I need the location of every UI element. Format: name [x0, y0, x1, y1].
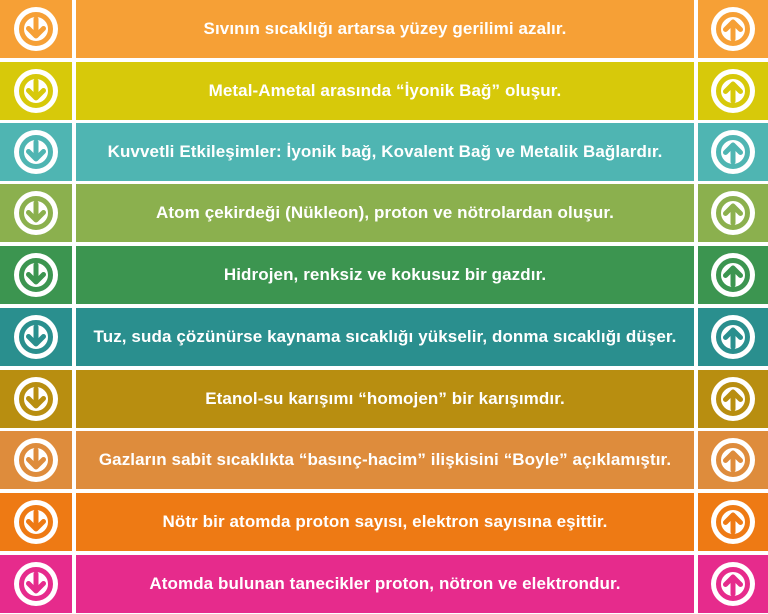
arrow-up-button[interactable] — [711, 315, 755, 359]
arrow-up-icon — [715, 257, 751, 293]
true-cell — [698, 123, 768, 181]
arrow-up-icon — [715, 504, 751, 540]
arrow-up-button[interactable] — [711, 69, 755, 113]
false-cell — [0, 246, 72, 304]
arrow-up-button[interactable] — [711, 130, 755, 174]
arrow-up-button[interactable] — [711, 191, 755, 235]
arrow-up-button[interactable] — [711, 500, 755, 544]
false-cell — [0, 184, 72, 242]
statement-cell — [76, 431, 694, 489]
arrow-down-icon — [18, 504, 54, 540]
true-cell — [698, 370, 768, 428]
statement-row-3 — [0, 123, 768, 181]
statement-cell — [76, 370, 694, 428]
arrow-down-button[interactable] — [14, 130, 58, 174]
arrow-up-icon — [715, 381, 751, 417]
statement-row-5 — [0, 246, 768, 304]
statement-cell — [76, 123, 694, 181]
true-cell — [698, 0, 768, 58]
statement-row-8 — [0, 431, 768, 489]
statement-cell — [76, 246, 694, 304]
arrow-down-icon — [18, 442, 54, 478]
arrow-up-button[interactable] — [711, 438, 755, 482]
arrow-up-icon — [715, 442, 751, 478]
arrow-up-icon — [715, 195, 751, 231]
statement-cell — [76, 555, 694, 613]
statement-row-1 — [0, 0, 768, 58]
arrow-up-button[interactable] — [711, 377, 755, 421]
arrow-down-button[interactable] — [14, 7, 58, 51]
arrow-down-button[interactable] — [14, 438, 58, 482]
true-cell — [698, 246, 768, 304]
false-cell — [0, 555, 72, 613]
statement-row-6 — [0, 308, 768, 366]
arrow-up-button[interactable] — [711, 7, 755, 51]
statement-text: Gazların sabit sıcaklıkta “basınç-hacim” ilişkisini “Boyle” açıklamıştır. — [98, 450, 672, 469]
arrow-down-icon — [18, 381, 54, 417]
arrow-up-icon — [715, 134, 751, 170]
statement-text: Nötr bir atomda proton sayısı, elektron sayısına eşittir. — [162, 512, 608, 531]
false-cell — [0, 431, 72, 489]
statement-text: Kuvvetli Etkileşimler: İyonik bağ, Kovalent Bağ ve Metalik Bağlardır. — [107, 142, 663, 161]
statement-cell — [76, 184, 694, 242]
arrow-down-icon — [18, 134, 54, 170]
false-cell — [0, 62, 72, 120]
arrow-down-button[interactable] — [14, 562, 58, 606]
true-cell — [698, 431, 768, 489]
statement-cell — [76, 0, 694, 58]
statement-text: Hidrojen, renksiz ve kokusuz bir gazdır. — [223, 265, 547, 284]
statement-row-7 — [0, 370, 768, 428]
arrow-up-button[interactable] — [711, 562, 755, 606]
arrow-down-button[interactable] — [14, 500, 58, 544]
true-cell — [698, 62, 768, 120]
arrow-down-icon — [18, 195, 54, 231]
arrow-down-button[interactable] — [14, 377, 58, 421]
arrow-up-icon — [715, 73, 751, 109]
statement-cell — [76, 493, 694, 551]
statement-text: Atom çekirdeği (Nükleon), proton ve nötrolardan oluşur. — [156, 203, 614, 222]
true-cell — [698, 555, 768, 613]
statement-row-4 — [0, 184, 768, 242]
arrow-down-button[interactable] — [14, 69, 58, 113]
statement-text: Sıvının sıcaklığı artarsa yüzey gerilimi azalır. — [203, 19, 567, 38]
arrow-up-icon — [715, 566, 751, 602]
arrow-down-button[interactable] — [14, 191, 58, 235]
statement-text: Tuz, suda çözünürse kaynama sıcaklığı yükselir, donma sıcaklığı düşer. — [93, 327, 677, 346]
true-cell — [698, 308, 768, 366]
statement-cell — [76, 308, 694, 366]
false-cell — [0, 308, 72, 366]
statement-text: Etanol-su karışımı “homojen” bir karışımdır. — [205, 389, 565, 408]
arrow-down-icon — [18, 257, 54, 293]
arrow-up-icon — [715, 319, 751, 355]
arrow-down-button[interactable] — [14, 315, 58, 359]
arrow-down-icon — [18, 11, 54, 47]
arrow-down-icon — [18, 566, 54, 602]
arrow-up-icon — [715, 11, 751, 47]
true-cell — [698, 493, 768, 551]
arrow-down-button[interactable] — [14, 253, 58, 297]
statement-cell — [76, 62, 694, 120]
false-cell — [0, 123, 72, 181]
arrow-up-button[interactable] — [711, 253, 755, 297]
arrow-down-icon — [18, 73, 54, 109]
statement-text: Metal-Ametal arasında “İyonik Bağ” oluşur. — [208, 81, 562, 100]
statement-row-10 — [0, 555, 768, 613]
false-cell — [0, 370, 72, 428]
statement-row-2 — [0, 62, 768, 120]
arrow-down-icon — [18, 319, 54, 355]
statement-text: Atomda bulunan tanecikler proton, nötron ve elektrondur. — [149, 574, 621, 593]
statement-row-9 — [0, 493, 768, 551]
true-cell — [698, 184, 768, 242]
false-cell — [0, 0, 72, 58]
false-cell — [0, 493, 72, 551]
